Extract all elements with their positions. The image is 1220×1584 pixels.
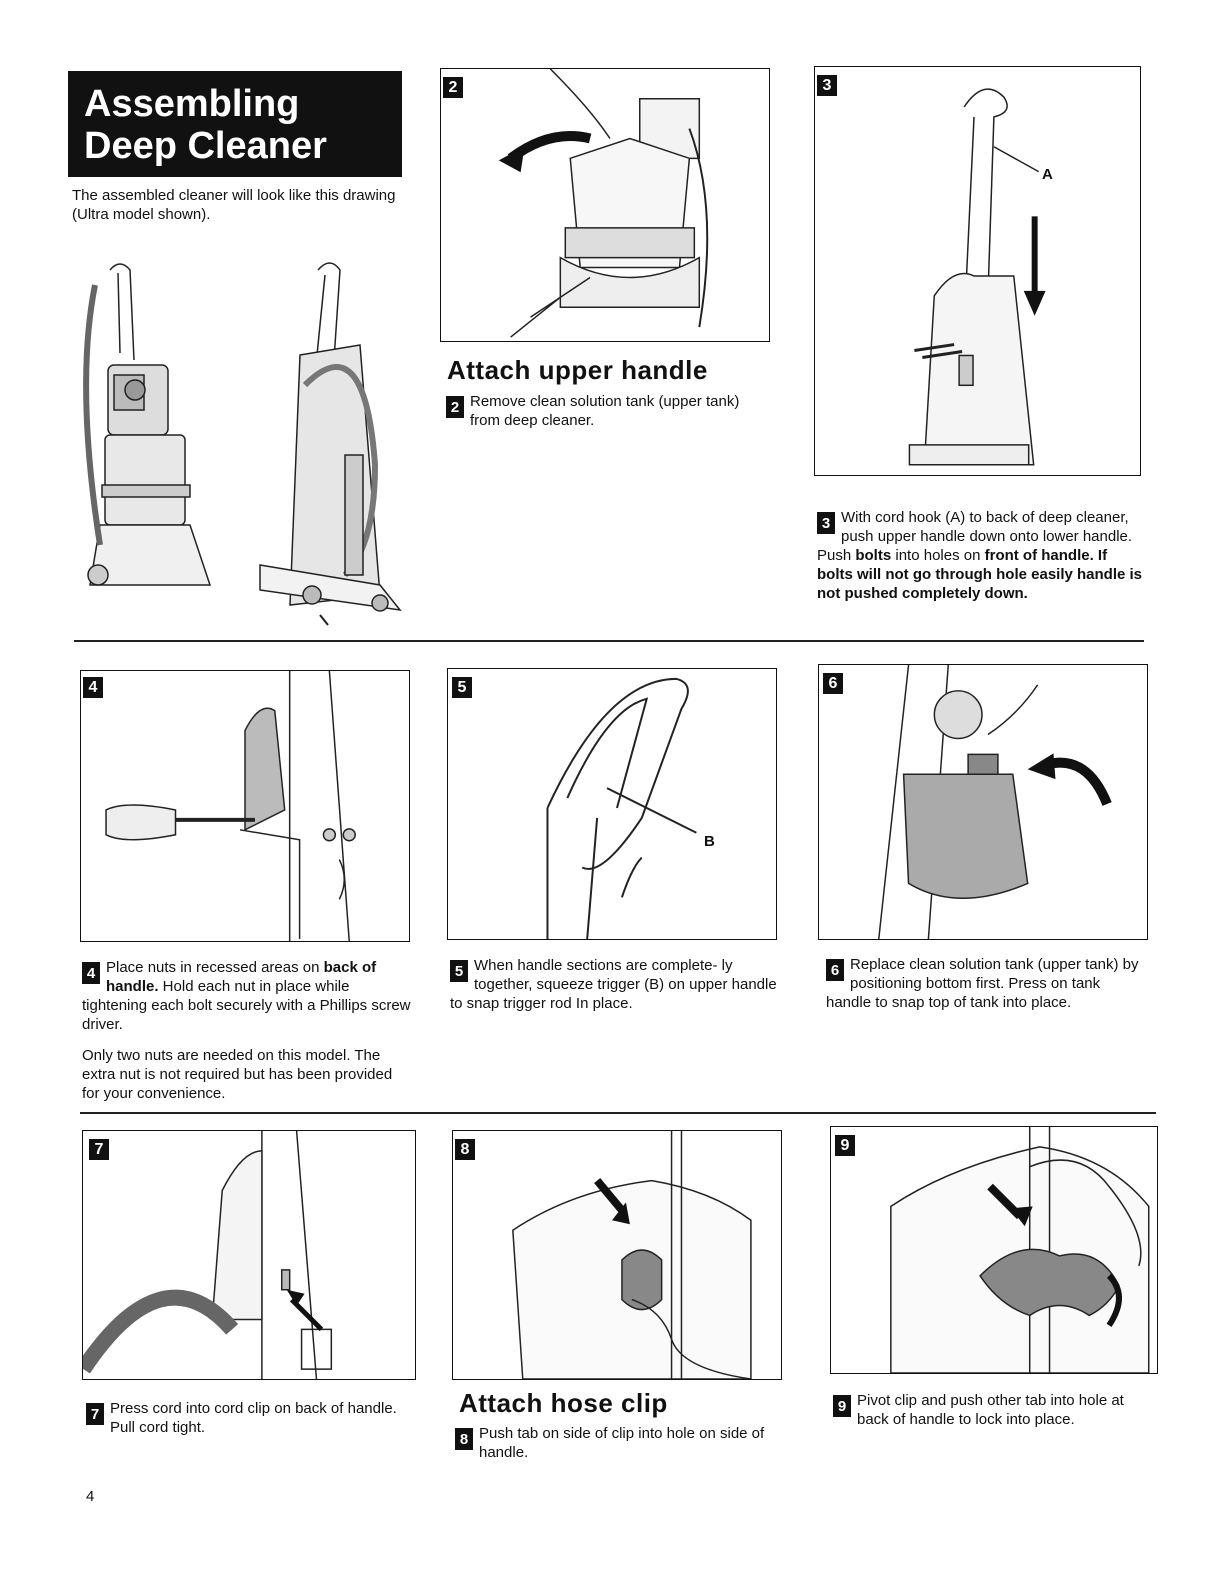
step-6-number: 6 (823, 673, 843, 694)
step-2-number: 2 (443, 77, 463, 98)
step-7-text (86, 1399, 416, 1437)
page-title (68, 71, 402, 177)
step-5-instructions: When handle sections are complete- ly together, squeeze trigger (B) on upper handle to snap trigger rod In place. (450, 957, 777, 1012)
step-3-number: 3 (817, 75, 837, 96)
step-9-text (833, 1391, 1148, 1429)
step-8-badge: 8 (455, 1428, 473, 1450)
page-number: 4 (86, 1488, 95, 1505)
assembled-cleaner-illustration (80, 255, 410, 635)
step-2-instructions: Remove clean solution tank (upper tank) from deep cleaner. (470, 393, 740, 429)
title-line-1: Assembling (84, 83, 300, 125)
step-9-number: 9 (835, 1135, 855, 1156)
step-8-number: 8 (455, 1139, 475, 1160)
step-5-illustration (447, 668, 777, 940)
step-8-illustration (452, 1130, 782, 1380)
step-3-bold-bolts: bolts (855, 547, 892, 564)
step-4-bold: back of handle. (106, 959, 377, 995)
step-2-text (446, 392, 771, 430)
step-7-instructions: Press cord into cord clip on back of handle. Pull cord tight. (110, 1400, 397, 1436)
step-7-badge: 7 (86, 1403, 104, 1425)
step-4-number: 4 (83, 677, 103, 698)
step-7-illustration (82, 1130, 416, 1380)
callout-b: B (704, 833, 715, 850)
step-4-note: Only two nuts are needed on this model. The extra nut is not required but has been provided for your convenience. (82, 1047, 393, 1102)
step-6-text (826, 955, 1146, 1012)
step-9-instructions: Pivot clip and push other tab into hole at back of handle to lock into place. (857, 1392, 1124, 1428)
step-7-number: 7 (89, 1139, 109, 1160)
step-3-bold-warning: front of handle. If bolts will not go through hole easily handle is not pushed completely down. (817, 547, 1143, 602)
callout-a: A (1042, 166, 1053, 183)
step-9-illustration (830, 1126, 1158, 1374)
step-3-text-a: With cord hook (A) to back of deep cleaner, push upper handle down onto lower handle. Push (817, 509, 1133, 564)
step-5-badge: 5 (450, 960, 468, 982)
step-8-instructions: Push tab on side of clip into hole on side of handle. (479, 1425, 765, 1461)
step-4-text (82, 958, 412, 1034)
step-2-illustration (440, 68, 770, 342)
step-3-text (817, 508, 1147, 603)
divider-1 (74, 640, 1144, 642)
step-5-number: 5 (452, 677, 472, 698)
step-6-instructions: Replace clean solution tank (upper tank) by positioning bottom first. Press on tank handle to snap top of tank into place. (826, 956, 1139, 1011)
section-heading-upper-handle: Attach upper handle (447, 355, 708, 385)
intro-text: The assembled cleaner will look like this drawing (Ultra model shown). (72, 187, 396, 223)
step-3-text-b: into holes on (891, 547, 985, 564)
step-4-text-a: Place nuts in recessed areas on (106, 959, 324, 976)
step-3-badge: 3 (817, 512, 835, 534)
section-heading-hose-clip: Attach hose clip (459, 1388, 668, 1418)
step-3-illustration (814, 66, 1141, 476)
step-2-badge: 2 (446, 396, 464, 418)
step-4-illustration (80, 670, 410, 942)
step-4-badge: 4 (82, 962, 100, 984)
step-4-text-b: Hold each nut in place while tightening each bolt securely with a Phillips screw driver. (82, 978, 411, 1033)
step-9-badge: 9 (833, 1395, 851, 1417)
title-line-2: Deep Cleaner (84, 125, 327, 167)
step-6-illustration (818, 664, 1148, 940)
step-6-badge: 6 (826, 959, 844, 981)
step-8-text (455, 1424, 785, 1462)
step-5-text (450, 956, 785, 1013)
divider-2 (80, 1112, 1156, 1114)
